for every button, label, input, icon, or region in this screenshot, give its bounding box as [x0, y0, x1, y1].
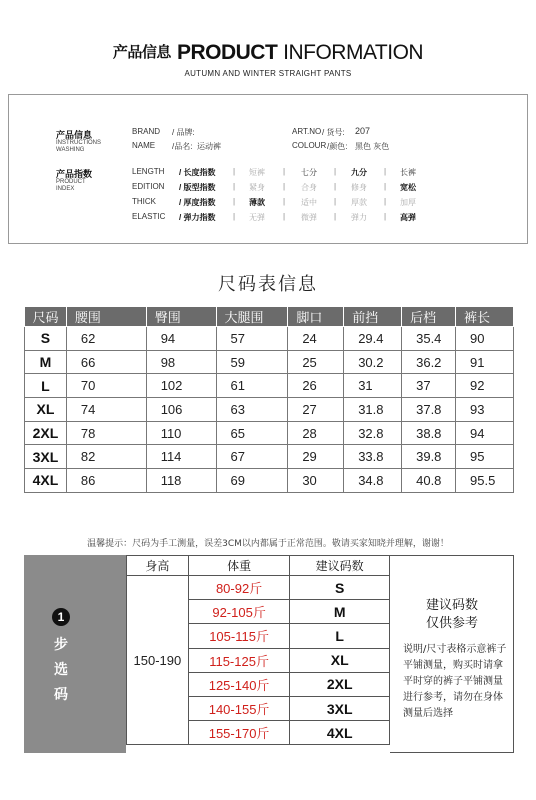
table-cell: 38.8	[402, 421, 456, 445]
index-label-cn: / 弹力指数	[179, 213, 216, 222]
measurement-tip: 温馨提示：尺码为手工测量，误差3CM以内都属于正常范围。敬请买家知晓并理解，谢谢！	[87, 539, 449, 549]
separator: |	[283, 197, 286, 206]
advice-title	[390, 597, 514, 633]
page-subtitle: AUTUMN AND WINTER STRAIGHT PANTS	[184, 69, 352, 78]
table-cell: 118	[146, 469, 216, 493]
table-row	[25, 327, 514, 351]
column-header: 臀围	[146, 307, 216, 327]
section-index-cn: 产品指数	[56, 169, 93, 179]
brand-label: BRAND	[132, 127, 161, 136]
table-cell: 98	[146, 350, 216, 374]
table-cell: 92	[456, 374, 514, 398]
table-cell: 67	[216, 445, 288, 469]
page-title	[0, 40, 536, 65]
index-option: 弹力	[351, 213, 367, 222]
table-cell: 110	[146, 421, 216, 445]
table-cell: 27	[288, 398, 344, 422]
section-info-en1: INSTRUCTIONS	[56, 140, 101, 146]
table-cell: S	[25, 327, 67, 351]
step-label-char: 码	[54, 687, 68, 703]
column-header: 腰围	[66, 307, 146, 327]
table-row	[25, 445, 514, 469]
index-label-en: EDITION	[132, 182, 165, 191]
height-range: 150-190	[127, 576, 189, 745]
title-bold: PRODUCT	[176, 41, 278, 64]
index-label-en: THICK	[132, 197, 156, 206]
separator: |	[233, 167, 236, 176]
table-cell: 61	[216, 374, 288, 398]
table-cell: 95.5	[456, 469, 514, 493]
separator: |	[233, 182, 236, 191]
table-row	[25, 421, 514, 445]
weight-range: 80-92斤	[188, 576, 290, 600]
weight-range: 92-105斤	[188, 600, 290, 624]
table-cell: 24	[288, 327, 344, 351]
table-cell: XL	[25, 398, 67, 422]
table-cell: 36.2	[402, 350, 456, 374]
advice-title-line1: 建议码数	[425, 598, 478, 613]
weight-range: 140-155斤	[188, 696, 290, 720]
table-cell: 30.2	[344, 350, 402, 374]
table-cell: 37.8	[402, 398, 456, 422]
table-row	[25, 374, 514, 398]
separator: |	[283, 167, 286, 176]
weight-range: 105-115斤	[188, 624, 290, 648]
step-panel	[24, 555, 126, 753]
product-info-box	[8, 94, 528, 244]
index-option: 高弹	[400, 213, 416, 222]
recommended-size: S	[290, 576, 390, 600]
separator: |	[233, 212, 236, 221]
colour-value: 黑色 灰色	[355, 142, 390, 151]
colour-cn: /颜色:	[327, 142, 348, 151]
section-index-en2: INDEX	[56, 186, 75, 192]
table-cell: 66	[66, 350, 146, 374]
section-info-en2: WASHING	[56, 147, 85, 153]
table-cell: 31	[344, 374, 402, 398]
separator: |	[283, 212, 286, 221]
table-cell: 39.8	[402, 445, 456, 469]
step-number-badge: 1	[52, 608, 70, 626]
index-label-cn: / 版型指数	[179, 183, 216, 192]
table-cell: 95	[456, 445, 514, 469]
table-cell: 94	[456, 421, 514, 445]
recommended-size: 3XL	[290, 696, 390, 720]
size-recommendation-table	[126, 555, 390, 745]
table-cell: 82	[66, 445, 146, 469]
separator: |	[283, 182, 286, 191]
table-row	[127, 576, 390, 600]
table-cell: 28	[288, 421, 344, 445]
rec-header-row	[127, 556, 390, 576]
table-cell: 26	[288, 374, 344, 398]
index-label-cn: / 长度指数	[179, 168, 216, 177]
table-cell: 94	[146, 327, 216, 351]
table-cell: 114	[146, 445, 216, 469]
recommended-size: 2XL	[290, 672, 390, 696]
table-cell: 74	[66, 398, 146, 422]
index-option: 短裤	[249, 168, 265, 177]
table-cell: 33.8	[344, 445, 402, 469]
index-option: 宽松	[400, 183, 416, 192]
separator: |	[384, 167, 387, 176]
index-label-en: ELASTIC	[132, 212, 166, 221]
recommended-size: XL	[290, 648, 390, 672]
index-option: 薄款	[249, 198, 265, 207]
table-cell: 93	[456, 398, 514, 422]
size-chart-title: 尺码表信息	[218, 274, 318, 295]
index-option: 无弹	[249, 213, 265, 222]
table-cell: 57	[216, 327, 288, 351]
title-light: INFORMATION	[283, 41, 424, 64]
table-cell: 32.8	[344, 421, 402, 445]
artno-cn: / 货号:	[322, 128, 345, 137]
table-cell: M	[25, 350, 67, 374]
table-cell: 59	[216, 350, 288, 374]
index-option: 长裤	[400, 168, 416, 177]
name-value: 运动裤	[197, 142, 221, 151]
weight-range: 115-125斤	[188, 648, 290, 672]
column-header: 尺码	[25, 307, 67, 327]
table-cell: 34.8	[344, 469, 402, 493]
recommended-size: 4XL	[290, 721, 390, 745]
index-option: 厚款	[351, 198, 367, 207]
table-cell: 69	[216, 469, 288, 493]
index-option: 修身	[351, 183, 367, 192]
separator: |	[334, 182, 337, 191]
table-cell: 3XL	[25, 445, 67, 469]
column-header: 裤长	[456, 307, 514, 327]
table-cell: 102	[146, 374, 216, 398]
column-header: 大腿围	[216, 307, 288, 327]
column-header: 脚口	[288, 307, 344, 327]
index-label-en: LENGTH	[132, 167, 165, 176]
size-chart-table	[24, 306, 514, 493]
column-header: 后档	[402, 307, 456, 327]
column-header: 体重	[188, 556, 290, 576]
name-label: NAME	[132, 141, 156, 150]
table-cell: 106	[146, 398, 216, 422]
table-cell: 70	[66, 374, 146, 398]
table-cell: 91	[456, 350, 514, 374]
artno-value: 207	[355, 126, 371, 136]
table-cell: 63	[216, 398, 288, 422]
index-option: 适中	[301, 198, 317, 207]
separator: |	[384, 182, 387, 191]
step-label-char: 步	[54, 637, 68, 653]
separator: |	[334, 212, 337, 221]
table-cell: 30	[288, 469, 344, 493]
colour-label: COLOUR	[292, 141, 327, 150]
index-label-cn: / 厚度指数	[179, 198, 216, 207]
table-cell: 90	[456, 327, 514, 351]
advice-title-line2: 仅供参考	[425, 616, 478, 631]
table-cell: 29	[288, 445, 344, 469]
column-header: 前挡	[344, 307, 402, 327]
index-option: 七分	[301, 168, 317, 177]
table-cell: 31.8	[344, 398, 402, 422]
step-label-char: 选	[54, 662, 68, 678]
table-row	[25, 398, 514, 422]
advice-text: 说明/尺寸表格示意裤子平铺测量，购买时请拿平时穿的裤子平铺测量进行参考，请勿在身体测量后选择	[403, 644, 507, 719]
section-index-en1: PRODUCT	[56, 179, 86, 185]
column-header: 身高	[127, 556, 189, 576]
index-option: 九分	[351, 168, 367, 177]
table-cell: 35.4	[402, 327, 456, 351]
table-cell: 86	[66, 469, 146, 493]
table-cell: 37	[402, 374, 456, 398]
weight-range: 125-140斤	[188, 672, 290, 696]
index-option: 微弹	[301, 213, 317, 222]
separator: |	[334, 167, 337, 176]
table-cell: 29.4	[344, 327, 402, 351]
index-option: 合身	[301, 183, 317, 192]
table-header-row	[25, 307, 514, 327]
separator: |	[384, 197, 387, 206]
table-cell: 25	[288, 350, 344, 374]
weight-range: 155-170斤	[188, 721, 290, 745]
recommended-size: L	[290, 624, 390, 648]
table-row	[25, 469, 514, 493]
separator: |	[384, 212, 387, 221]
table-cell: 4XL	[25, 469, 67, 493]
separator: |	[233, 197, 236, 206]
table-cell: L	[25, 374, 67, 398]
column-header: 建议码数	[290, 556, 390, 576]
index-option: 加厚	[400, 198, 416, 207]
table-cell: 65	[216, 421, 288, 445]
recommended-size: M	[290, 600, 390, 624]
brand-cn: / 品牌:	[172, 128, 195, 137]
table-cell: 2XL	[25, 421, 67, 445]
section-info-cn: 产品信息	[56, 130, 93, 140]
table-row	[25, 350, 514, 374]
table-cell: 62	[66, 327, 146, 351]
artno-label: ART.NO	[292, 127, 322, 136]
separator: |	[334, 197, 337, 206]
table-cell: 40.8	[402, 469, 456, 493]
table-cell: 78	[66, 421, 146, 445]
name-cn: /品名:	[172, 142, 193, 151]
index-option: 紧身	[249, 183, 265, 192]
title-cn: 产品信息	[112, 43, 171, 61]
